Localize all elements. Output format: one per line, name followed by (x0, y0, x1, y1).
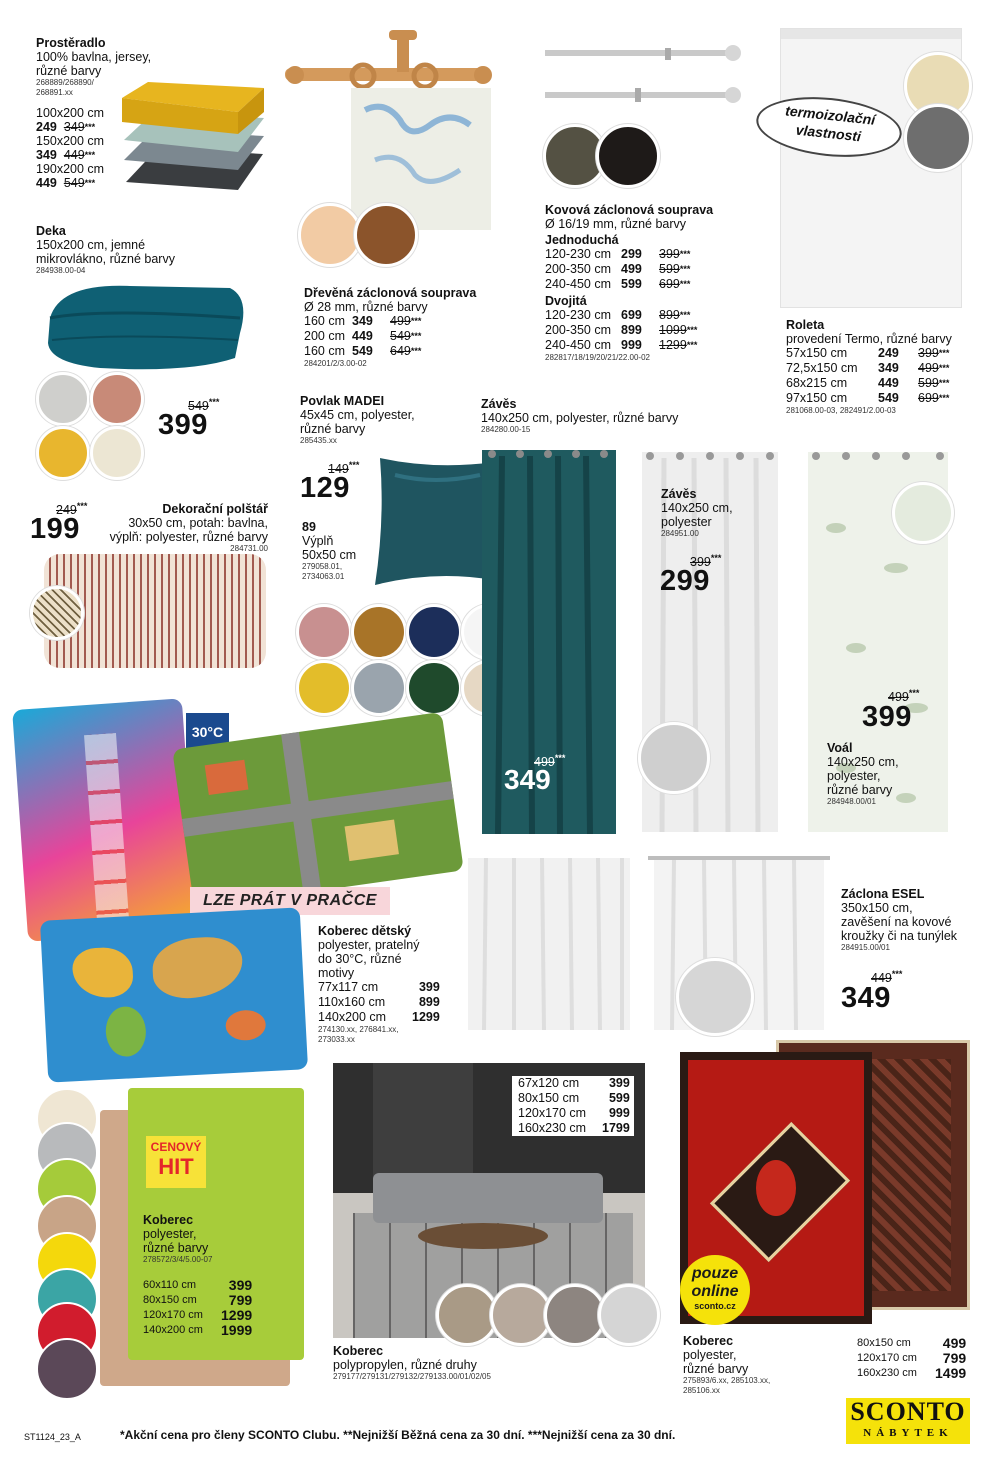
footer-note: *Akční cena pro členy SCONTO Clubu. **Nejnižší Běžná cena za 30 dní. ***Nejnižší cena za 30 dní. (120, 1428, 676, 1442)
vypln-size: 50x50 cm (302, 548, 357, 562)
swatch-grey (351, 660, 407, 716)
product-desc: 45x45 cm, polyester, (300, 408, 415, 422)
zaves1-price: 349 (504, 764, 551, 795)
product-code: 282817/18/19/20/21/22.00-02 (545, 353, 650, 362)
povlak-block (300, 394, 415, 446)
koberec2-block (333, 1344, 491, 1382)
koberec2-price-table: 67x120 cm 399 80x150 cm 599 120x170 cm 999 160x230 cm 1799 (512, 1076, 634, 1136)
swatch-green (406, 660, 462, 716)
zaves1-old-price: 499*** (534, 753, 566, 769)
swatch-sheer-detail (676, 958, 754, 1036)
product-desc: do 30°C, různé (318, 952, 402, 966)
old-price: 549 (63, 176, 85, 190)
price: 349 (36, 148, 57, 162)
roleta-block (786, 318, 953, 416)
product-desc: 140x250 cm, (827, 755, 899, 769)
badge-thermo: termoizolační vlastnosti (753, 91, 904, 164)
product-code: 268889/268890/ (36, 78, 94, 87)
vypln-block: 89 Výplň 50x50 cm 279058.01, 2734063.01 (302, 520, 357, 581)
product-desc: 350x150 cm, (841, 901, 913, 915)
swatch-grey (904, 104, 972, 172)
product-title: Kovová záclonová souprava (545, 203, 714, 217)
price: 449 (36, 176, 57, 190)
product-desc: kroužky či na tunýlek (841, 929, 958, 943)
kovova-block (545, 203, 713, 363)
product-desc: Ø 16/19 mm, různé barvy (545, 217, 687, 231)
blanket-image (40, 278, 250, 373)
product-code: 278572/3/4/5.00-07 (143, 1255, 213, 1264)
price-table: 57x150 cm 249 399*** 72,5x150 cm 349 499*** 68x215 cm 449 599*** 97x150 cm 549 699*** (786, 346, 950, 405)
product-desc: polyester, pratelný (318, 938, 420, 952)
wash-banner: LZE PRÁT V PRAČCE (190, 887, 390, 915)
product-desc: zavěšení na kovové (841, 915, 952, 929)
deka-old-price: 549*** (188, 397, 220, 413)
hopscotch-rug-image (12, 698, 198, 941)
swatch-voal-detail (892, 482, 954, 544)
swatch-rose (296, 604, 352, 660)
swatch-black (596, 124, 660, 188)
product-title: Povlak MADEI (300, 394, 385, 408)
product-desc: různé barvy (827, 783, 893, 797)
koberec1-block (143, 1213, 212, 1265)
price-table: 160 cm 349 499*** 200 cm 449 549*** 160 cm 549 649*** (304, 314, 422, 358)
product-code: 281068.00-03, 282491/2.00-03 (786, 406, 896, 415)
product-title: Koberec (683, 1334, 734, 1348)
product-desc: 140x250 cm, polyester, různé barvy (481, 411, 679, 425)
price: 249 (36, 120, 57, 134)
polstar-old-price: 249*** (56, 501, 88, 517)
product-desc: 100% bavlna, jersey, (36, 50, 152, 64)
product-title: Deka (36, 224, 66, 238)
koberec2-price-box (512, 1076, 634, 1136)
temperature-badge: 30°C (186, 713, 229, 752)
product-code: 279177/279131/279132/279133.00/01/02/05 (333, 1372, 491, 1381)
vypln-title: Výplň (302, 534, 334, 548)
esel-block (841, 887, 957, 953)
zaves2-old-price: 399*** (690, 553, 722, 569)
price-table: 77x117 cm 399 110x160 cm 899 140x200 cm 1299 (318, 980, 440, 1024)
esel-price: 349 (841, 982, 891, 1014)
polstar-price: 199 (30, 513, 80, 545)
product-desc: polyester, (683, 1348, 737, 1362)
zaves2-price: 299 (660, 565, 710, 597)
koberec3-block: Koberec polyester, různé barvy 275893/6.xx, 285103.xx, 285106.xx (683, 1334, 771, 1395)
voal-price: 399 (862, 701, 912, 733)
swatch-yellow (296, 660, 352, 716)
product-code: 284948.00/01 (827, 797, 876, 806)
swatch-stripe (30, 586, 84, 640)
product-title: Koberec dětský (318, 924, 412, 938)
product-desc: mikrovlákno, různé barvy (36, 252, 175, 266)
metal-rod-image (545, 40, 745, 110)
swatch-grey (36, 372, 90, 426)
product-title: Závěs (661, 487, 697, 501)
product-title: Dekorační polštář (162, 502, 268, 516)
product-code: 284915.00/01 (841, 943, 890, 952)
zaves2-block (661, 487, 733, 539)
swatch-rug-1 (436, 1284, 498, 1346)
product-code: 284731.00 (230, 544, 268, 553)
product-desc: Ø 28 mm, různé barvy (304, 300, 428, 314)
old-price: 349 (63, 120, 85, 134)
swatch-plum (36, 1338, 98, 1400)
koberec1-price-table: 60x110 cm 399 80x150 cm 799 120x170 cm 1299 140x200 cm 1999 (143, 1277, 253, 1338)
povlak-old-price: 149*** (328, 460, 360, 476)
swatch-rug-4 (598, 1284, 660, 1346)
swatch-yellow (36, 426, 90, 480)
swatch-rug-2 (490, 1284, 552, 1346)
product-desc: polypropylen, různé druhy (333, 1358, 477, 1372)
zaves1-block (481, 397, 678, 435)
swatch-brown (354, 203, 418, 267)
product-code: 284938.00-04 (36, 266, 86, 275)
product-desc: polyester, (827, 769, 881, 783)
product-desc: provedení Termo, různé barvy (786, 332, 952, 346)
price-table-single: 120-230 cm 299 399*** 200-350 cm 499 599*** 240-450 cm 599 699*** (545, 247, 691, 291)
size: 100x200 cm (36, 106, 105, 120)
koberec3-price-table: 80x150 cm 499 120x170 cm 799 160x230 cm 1499 (857, 1335, 967, 1381)
product-title: Roleta (786, 318, 825, 332)
sheer-curtain-1-image (462, 852, 638, 1032)
product-desc: polyester, (143, 1227, 197, 1241)
product-title: Závěs (481, 397, 517, 411)
povlak-price: 129 (300, 472, 350, 504)
subtitle-single: Jednoduchá (545, 233, 619, 247)
product-title: Koberec (143, 1213, 194, 1227)
size: 150x200 cm (36, 134, 105, 148)
product-desc: různé barvy (683, 1362, 749, 1376)
badge-cenovy-hit: CENOVÝ HIT (146, 1136, 206, 1188)
product-code: 284951.00 (661, 529, 699, 538)
swatch-cream (90, 426, 144, 480)
swatch-navy (406, 604, 462, 660)
swatch-rug-3 (544, 1284, 606, 1346)
sheets-image (118, 82, 270, 192)
esel-old-price: 449*** (871, 969, 903, 985)
sconto-logo: SCONTO NÁBYTEK (846, 1398, 970, 1444)
product-desc: různé barvy (143, 1241, 209, 1255)
product-title: Dřevěná záclonová souprava (304, 286, 477, 300)
polstar-block (90, 502, 268, 554)
size: 190x200 cm (36, 162, 105, 176)
product-desc: 150x200 cm, jemné (36, 238, 146, 252)
price-table-double: 120-230 cm 699 899*** 200-350 cm 899 1099*** 240-450 cm 999 1299*** (545, 308, 698, 352)
product-title: Záclona ESEL (841, 887, 925, 901)
product-desc: výplň: polyester, různé barvy (109, 530, 268, 544)
product-code: 285435.xx (300, 436, 337, 445)
subtitle-double: Dvojitá (545, 294, 587, 308)
swatch-natural (298, 203, 362, 267)
product-desc: různé barvy (300, 422, 366, 436)
voal-block (827, 741, 899, 807)
product-desc: polyester (661, 515, 712, 529)
drevena-block (304, 286, 476, 369)
swatch-fabric-detail (638, 722, 710, 794)
stars: *** (84, 150, 96, 160)
voal-old-price: 499*** (888, 688, 920, 704)
badge-online: pouze online sconto.cz (680, 1255, 750, 1325)
product-desc: motivy (318, 966, 355, 980)
stars: *** (84, 178, 96, 188)
product-code: 268891.xx (36, 88, 73, 97)
product-title: Koberec (333, 1344, 384, 1358)
product-code: 284201/2/3.00-02 (304, 359, 367, 368)
deka-price: 399 (158, 409, 208, 441)
stars: *** (84, 122, 96, 132)
product-title: Voál (827, 741, 853, 755)
deka-block (36, 224, 175, 276)
swatch-pink (90, 372, 144, 426)
product-code: 284280.00-15 (481, 425, 531, 434)
world-map-rug-image (40, 907, 308, 1082)
swatch-mustard (351, 604, 407, 660)
vypln-price: 89 (302, 520, 316, 534)
product-desc: 30x50 cm, potah: bavlna, (128, 516, 268, 530)
product-desc: 140x250 cm, (661, 501, 733, 515)
old-price: 449 (63, 148, 85, 162)
product-title: Prostěradlo (36, 36, 106, 50)
footer-code: ST1124_23_A (24, 1432, 81, 1442)
product-desc: různé barvy (36, 64, 102, 78)
detsky-block: Koberec dětský polyester, pratelný do 30°C, různé motivy 77x117 cm 399 110x160 cm 899 140x200 cm 1299 274130.xx, 276841.xx, 273033.xx (318, 924, 444, 1045)
